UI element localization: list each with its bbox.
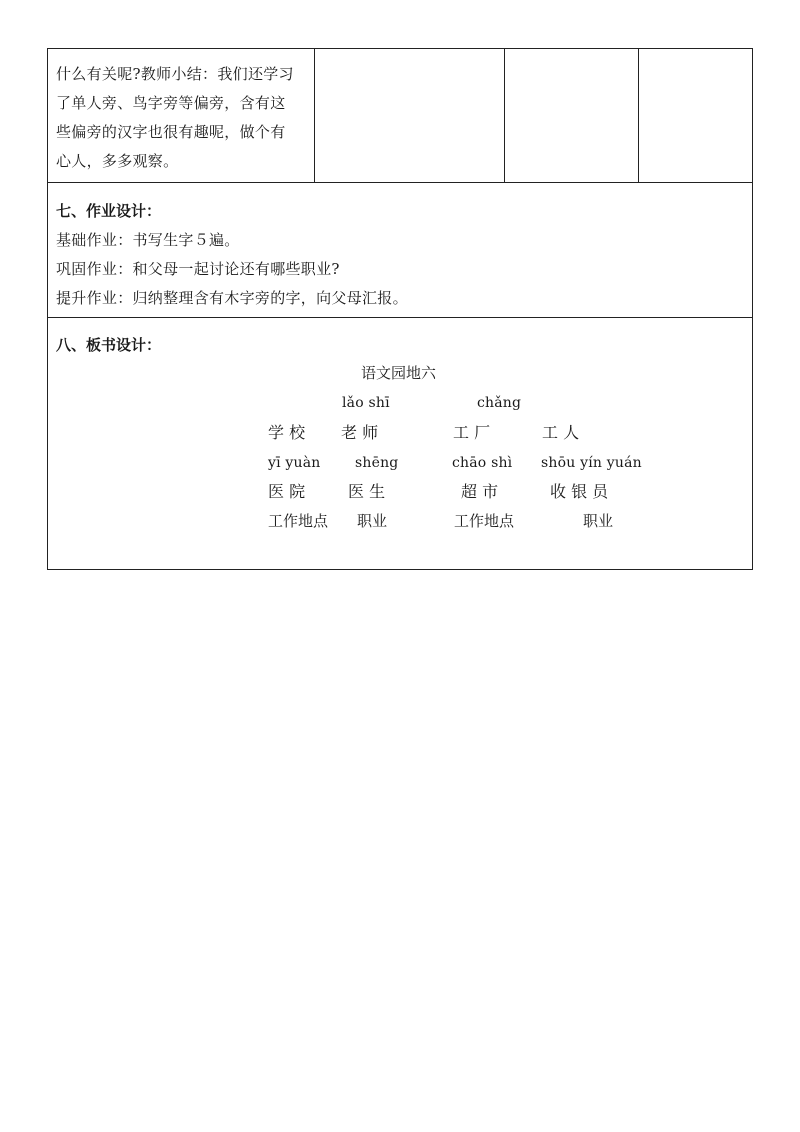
board-word: 超 市 [461,482,499,501]
teaching-summary-line: 什么有关呢?教师小结：我们还学习 [56,65,294,83]
teaching-summary-line: 心人，多多观察。 [56,152,179,170]
board-category-label: 工作地点 [268,512,329,530]
board-word: 工 人 [542,423,580,442]
pinyin-label: lǎo shī [342,395,390,411]
board-word: 收 银 员 [550,482,609,501]
column-divider-3 [638,48,639,183]
row-divider-1 [47,182,753,183]
table-border-left [47,48,48,570]
table-border-right [752,48,753,570]
board-word: 学 校 [268,423,306,442]
board-category-label: 职业 [583,512,614,530]
board-word: 老 师 [341,423,379,442]
table-border-bottom [47,569,753,570]
table-border-top [47,48,753,49]
homework-item: 基础作业：书写生字５遍。 [56,231,240,249]
homework-item: 巩固作业：和父母一起讨论还有哪些职业? [56,260,340,278]
row-divider-2 [47,317,753,318]
board-word: 医 院 [268,482,306,501]
board-heading: 语文园地六 [361,364,437,382]
column-divider-2 [504,48,505,183]
pinyin-label: shēng [355,455,399,471]
board-category-label: 工作地点 [454,512,515,530]
homework-item: 提升作业：归纳整理含有木字旁的字，向父母汇报。 [56,289,408,307]
pinyin-label: shōu yín yuán [541,455,642,471]
homework-section-title: 七、作业设计： [56,202,162,220]
board-word: 工 厂 [453,423,491,442]
teaching-summary-cell [56,60,312,176]
pinyin-label: chāo shì [452,455,513,471]
board-category-label: 职业 [357,512,388,530]
column-divider-1 [314,48,315,183]
teaching-summary-line: 些偏旁的汉字也很有趣呢，做个有 [56,123,286,141]
pinyin-label: yī yuàn [268,455,321,471]
pinyin-label: chǎng [477,395,522,411]
teaching-summary-line: 了单人旁、鸟字旁等偏旁，含有这 [56,94,286,112]
board-word: 医 生 [348,482,386,501]
board-section-title: 八、板书设计： [56,336,162,354]
